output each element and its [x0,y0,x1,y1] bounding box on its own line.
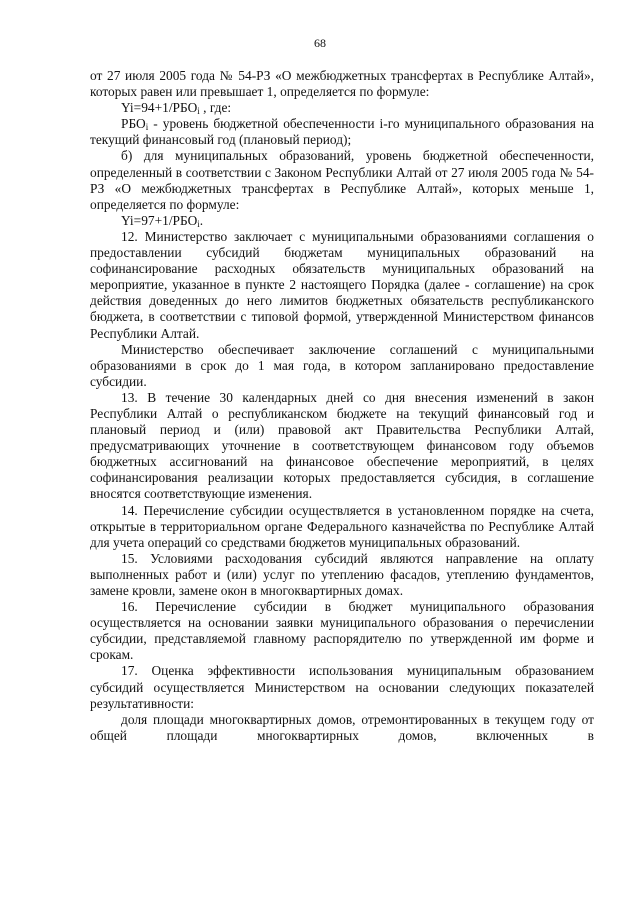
paragraph-ministry-agreements: Министерство обеспечивает заключение соглашений с муниципальными образованиями в срок до 1 мая года, в котором запланировано предоставление субсидии. [90,341,594,389]
rbo-subscript: i [145,122,149,133]
paragraph-14: 14. Перечисление субсидии осуществляется в установленном порядке на счета, открытые в территориальном органе Федерального казначейства по Республике Алтай для учета операций со средствами бюджетов муниципальных образований. [90,502,594,550]
paragraph-16: 16. Перечисление субсидии в бюджет муниципального образования осуществляется на основании заявки муниципального образования о перечислении субсидии, представляемой главному распорядителю по утвержденной им форме и срокам. [90,599,594,663]
formula-lhs: Yi=94+1/РБО [121,100,198,116]
paragraph-transfer-law-reference: от 27 июля 2005 года № 54-РЗ «О межбюджетных трансфертах в Республике Алтай», которых равен или превышает 1, определяется по формуле: [90,68,594,100]
paragraph-rbo-definition [90,116,594,148]
formula-subscript: i [197,218,200,229]
paragraph-15: 15. Условиями расходования субсидий являются направление на оплату выполненных работ и (или) услуг по утеплению фасадов, утеплению фундаментов, замене кровли, замене окон в многоквартирных домах. [90,550,594,598]
rbo-definition-text: - уровень бюджетной обеспеченности i-го муниципального образования на текущий финансовый год (плановый период); [90,116,594,148]
document-body [90,68,594,744]
formula-yi-97 [90,213,594,229]
formula-rhs: . [199,212,204,228]
formula-rhs: , где: [199,100,232,116]
paragraph-17: 17. Оценка эффективности использования муниципальным образованием субсидий осуществляется Министерством на основании следующих показателей результативности: [90,663,594,711]
paragraph-share-of-area: доля площади многоквартирных домов, отремонтированных в текущем году от общей площади многоквартирных домов, включенных в [90,711,594,743]
paragraph-13: 13. В течение 30 календарных дней со дня внесения изменений в закон Республики Алтай о республиканском бюджете на текущий финансовый год и плановый период и (или) правовой акт Правительства Республики Алтай, предусматривающих уточнение в соответствующем финансовом году объемов бюджетных ассигнований на финансовое обеспечение мероприятий, в целях софинансирования реализации которых предоставляется субсидия, в соглашение вносятся соответствующие изменения. [90,389,594,502]
paragraph-item-b: б) для муниципальных образований, уровень бюджетной обеспеченности, определенный в соответствии с Законом Республики Алтай от 27 июля 2005 года № 54-РЗ «О межбюджетных трансфертах в Республике Алтай», которых меньше 1, определяется по формуле: [90,148,594,212]
rbo-term: РБО [121,116,146,132]
paragraph-12: 12. Министерство заключает с муниципальными образованиями соглашения о предоставлении субсидий бюджетам муниципальных образований на софинансирование расходных обязательств муниципальных образований на мероприятие, указанное в пункте 2 настоящего Порядка (далее - соглашение) на срок действия доведенных до него лимитов бюджетных обязательств республиканского бюджета, в соответствии с типовой формой, утвержденной Министерством финансов Республики Алтай. [90,228,594,341]
formula-subscript: i [197,106,200,117]
page-number: 68 [314,36,326,50]
formula-yi-94 [90,100,594,116]
formula-lhs: Yi=97+1/РБО [121,212,198,228]
